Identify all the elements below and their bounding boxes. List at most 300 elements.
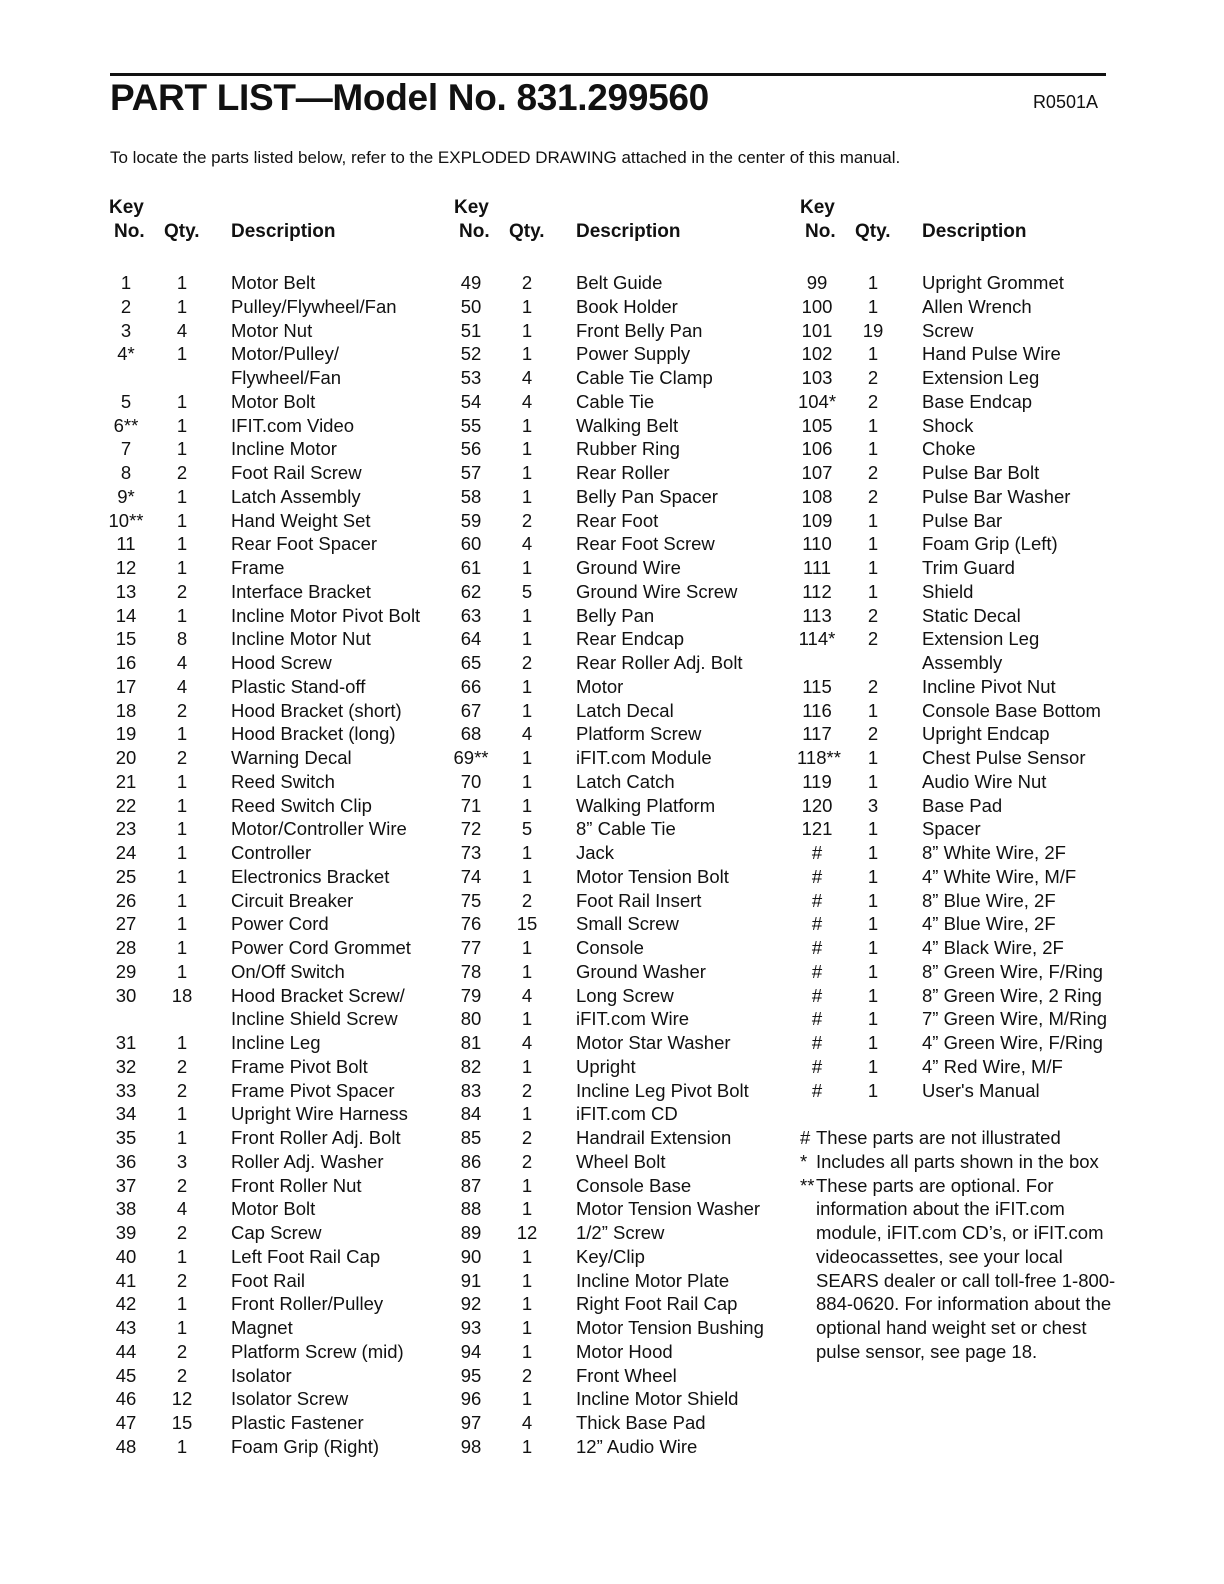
part-key: 16 bbox=[115, 652, 137, 673]
part-description: 8” Blue Wire, 2F bbox=[922, 889, 1056, 911]
part-qty: 1 bbox=[867, 1055, 879, 1077]
part-key: 24 bbox=[115, 842, 137, 863]
part-row bbox=[106, 1126, 436, 1150]
part-row bbox=[451, 1007, 781, 1031]
part-qty: 1 bbox=[176, 913, 188, 935]
part-key: 121 bbox=[801, 818, 833, 840]
part-row bbox=[106, 1150, 436, 1174]
part-qty: 8 bbox=[176, 628, 188, 650]
part-description: Base Pad bbox=[922, 794, 1003, 816]
part-qty: 1 bbox=[867, 913, 879, 935]
part-qty: 2 bbox=[176, 1174, 188, 1196]
footnote bbox=[800, 1174, 1122, 1364]
part-key: 103 bbox=[801, 367, 833, 388]
part-row bbox=[451, 1269, 781, 1293]
part-qty: 1 bbox=[867, 960, 879, 982]
part-row bbox=[451, 960, 781, 984]
part-description: Roller Adj. Washer bbox=[231, 1150, 384, 1172]
part-qty: 2 bbox=[867, 367, 879, 388]
part-row bbox=[106, 342, 436, 366]
part-key: 83 bbox=[460, 1079, 482, 1101]
part-description: Console Base Bottom bbox=[922, 699, 1101, 721]
part-description: Jack bbox=[576, 842, 615, 863]
part-description: Incline Leg Pivot Bolt bbox=[576, 1079, 749, 1101]
part-key: 84 bbox=[460, 1103, 482, 1125]
part-qty: 2 bbox=[176, 747, 188, 768]
part-qty: 1 bbox=[176, 842, 188, 863]
part-qty: 1 bbox=[867, 438, 879, 460]
part-description: Motor Tension Bolt bbox=[576, 865, 729, 887]
part-key: 97 bbox=[460, 1412, 482, 1433]
intro-text: To locate the parts listed below, refer to the EXPLODED DRAWING attached in the center of this manual. bbox=[110, 148, 901, 167]
part-description: Interface Bracket bbox=[231, 580, 371, 602]
part-qty: 1 bbox=[867, 533, 879, 555]
part-key: 7 bbox=[120, 438, 132, 460]
part-row bbox=[451, 1435, 781, 1459]
part-qty: 5 bbox=[521, 818, 533, 840]
part-description: Hood Bracket (long) bbox=[231, 723, 396, 745]
part-row bbox=[106, 580, 436, 604]
part-row bbox=[451, 889, 781, 913]
part-description: 4” White Wire, M/F bbox=[922, 865, 1077, 887]
part-description: Power Supply bbox=[576, 343, 691, 365]
part-row bbox=[106, 1245, 436, 1269]
part-row bbox=[106, 1055, 436, 1079]
part-description: Handrail Extension bbox=[576, 1127, 732, 1148]
part-key: 81 bbox=[460, 1032, 482, 1053]
part-description: Wheel Bolt bbox=[576, 1150, 666, 1172]
part-key: 77 bbox=[460, 937, 482, 958]
part-qty: 4 bbox=[521, 1412, 533, 1433]
part-key: 70 bbox=[460, 770, 482, 792]
part-key: 43 bbox=[115, 1317, 137, 1338]
part-qty: 2 bbox=[867, 390, 879, 412]
part-key: 93 bbox=[460, 1317, 482, 1338]
part-row bbox=[451, 1055, 781, 1079]
part-row bbox=[451, 984, 781, 1008]
part-qty: 19 bbox=[862, 319, 884, 341]
part-row bbox=[451, 1411, 781, 1435]
part-description: Rear Endcap bbox=[576, 628, 684, 650]
part-description: Power Cord Grommet bbox=[231, 937, 411, 958]
part-row bbox=[106, 295, 436, 319]
part-description: Belly Pan bbox=[576, 604, 655, 626]
part-qty: 1 bbox=[867, 1079, 879, 1101]
part-key: 71 bbox=[460, 794, 482, 816]
qty-header: Qty. bbox=[164, 221, 200, 242]
part-row bbox=[451, 1174, 781, 1198]
part-qty: 1 bbox=[521, 1340, 533, 1362]
page-title: PART LIST—Model No. 831.299560 bbox=[110, 77, 709, 118]
part-description: Front Roller Adj. Bolt bbox=[231, 1127, 401, 1148]
part-row bbox=[797, 984, 1127, 1008]
part-row bbox=[797, 485, 1127, 509]
part-row bbox=[797, 936, 1127, 960]
footnote bbox=[800, 1150, 1122, 1174]
part-qty: 4 bbox=[521, 984, 533, 1006]
part-row bbox=[451, 1387, 781, 1411]
part-key: 76 bbox=[460, 913, 482, 935]
part-description: Front Roller Nut bbox=[231, 1174, 362, 1196]
part-key: 17 bbox=[115, 675, 137, 697]
part-qty: 2 bbox=[521, 272, 533, 293]
part-description: Cable Tie bbox=[576, 390, 655, 412]
part-description: Shield bbox=[922, 580, 974, 602]
part-row bbox=[106, 1007, 436, 1031]
part-row bbox=[106, 485, 436, 509]
part-description: Isolator bbox=[231, 1364, 292, 1386]
part-row bbox=[106, 1221, 436, 1245]
part-qty: 1 bbox=[867, 818, 879, 840]
part-row bbox=[106, 627, 436, 651]
part-qty: 1 bbox=[521, 1293, 533, 1315]
part-row bbox=[797, 770, 1127, 794]
part-row bbox=[106, 414, 436, 438]
part-key: 67 bbox=[460, 699, 482, 721]
part-qty: 2 bbox=[521, 652, 533, 673]
part-qty: 1 bbox=[521, 438, 533, 460]
part-key: # bbox=[811, 889, 823, 911]
part-row bbox=[106, 532, 436, 556]
part-key: 80 bbox=[460, 1008, 482, 1030]
footnote-mark: * bbox=[800, 1150, 808, 1172]
part-description: Front Wheel bbox=[576, 1364, 677, 1386]
part-qty: 1 bbox=[521, 1174, 533, 1196]
part-key: # bbox=[811, 1079, 823, 1101]
part-row bbox=[797, 414, 1127, 438]
part-qty: 15 bbox=[171, 1412, 193, 1433]
part-row bbox=[451, 1316, 781, 1340]
part-qty: 1 bbox=[176, 1032, 188, 1053]
part-row bbox=[797, 390, 1127, 414]
key-header: Key bbox=[800, 197, 835, 218]
part-description: 8” White Wire, 2F bbox=[922, 842, 1066, 863]
part-row bbox=[451, 1364, 781, 1388]
part-row bbox=[797, 722, 1127, 746]
part-row bbox=[106, 675, 436, 699]
part-row bbox=[451, 319, 781, 343]
part-key: 96 bbox=[460, 1388, 482, 1410]
part-qty: 5 bbox=[521, 580, 533, 602]
part-qty: 2 bbox=[176, 462, 188, 483]
qty-header: Qty. bbox=[855, 221, 891, 242]
part-key: 19 bbox=[115, 723, 137, 745]
part-key: 1 bbox=[120, 272, 132, 293]
part-key: # bbox=[811, 865, 823, 887]
part-description: 4” Red Wire, M/F bbox=[922, 1055, 1063, 1077]
part-description: Plastic Fastener bbox=[231, 1412, 364, 1433]
part-key: 49 bbox=[460, 272, 482, 293]
part-description: Controller bbox=[231, 842, 312, 863]
part-qty: 1 bbox=[867, 747, 879, 768]
part-description: 12” Audio Wire bbox=[576, 1435, 698, 1457]
part-row bbox=[797, 461, 1127, 485]
part-key: 113 bbox=[802, 604, 832, 626]
part-description: Allen Wrench bbox=[922, 295, 1032, 317]
part-qty: 4 bbox=[521, 533, 533, 555]
part-description: Walking Platform bbox=[576, 794, 716, 816]
part-qty: 1 bbox=[521, 1269, 533, 1291]
part-qty: 4 bbox=[521, 723, 533, 745]
part-row bbox=[797, 271, 1127, 295]
part-qty: 1 bbox=[176, 295, 188, 317]
part-key: 66 bbox=[460, 675, 482, 697]
part-description: Latch Decal bbox=[576, 699, 674, 721]
part-key: 89 bbox=[460, 1222, 482, 1243]
part-key: 74 bbox=[460, 865, 482, 887]
part-key: # bbox=[811, 1032, 823, 1053]
part-row bbox=[106, 1387, 436, 1411]
part-row bbox=[797, 746, 1127, 770]
no-header: No. bbox=[805, 221, 836, 242]
part-description: Shock bbox=[922, 414, 974, 436]
part-row bbox=[451, 295, 781, 319]
part-key: 82 bbox=[460, 1055, 482, 1077]
part-key: 78 bbox=[460, 960, 482, 982]
part-qty: 2 bbox=[521, 1127, 533, 1148]
part-key: 110 bbox=[802, 533, 832, 555]
part-description: Rear Roller bbox=[576, 462, 670, 483]
part-row bbox=[106, 1102, 436, 1126]
part-row bbox=[797, 366, 1127, 390]
part-description: Hood Bracket Screw/ bbox=[231, 984, 405, 1006]
part-row bbox=[106, 1292, 436, 1316]
part-row bbox=[451, 912, 781, 936]
part-key: 50 bbox=[460, 295, 482, 317]
part-qty: 2 bbox=[867, 485, 879, 507]
part-key: 40 bbox=[115, 1245, 137, 1267]
part-qty: 12 bbox=[516, 1222, 538, 1243]
part-key: 3 bbox=[120, 319, 132, 341]
part-key: # bbox=[811, 960, 823, 982]
part-key: 28 bbox=[115, 937, 137, 958]
part-description: Belt Guide bbox=[576, 272, 663, 293]
part-row bbox=[106, 1435, 436, 1459]
part-row bbox=[106, 1364, 436, 1388]
part-description: Motor/Controller Wire bbox=[231, 818, 407, 840]
part-description: Incline Motor Shield bbox=[576, 1388, 739, 1410]
part-key: 115 bbox=[802, 675, 832, 697]
part-qty: 1 bbox=[521, 462, 533, 483]
part-description: Choke bbox=[922, 438, 976, 460]
part-description: Motor Tension Washer bbox=[576, 1198, 761, 1220]
part-key: 111 bbox=[802, 557, 832, 578]
part-qty: 1 bbox=[521, 319, 533, 341]
part-description: 7” Green Wire, M/Ring bbox=[922, 1008, 1108, 1030]
part-qty: 2 bbox=[176, 1340, 188, 1362]
part-description: Foam Grip (Left) bbox=[922, 533, 1058, 555]
part-row bbox=[797, 651, 1127, 675]
part-key: 56 bbox=[460, 438, 482, 460]
part-row bbox=[797, 627, 1127, 651]
part-key: 98 bbox=[460, 1435, 482, 1457]
part-key: 52 bbox=[460, 343, 482, 365]
part-qty: 18 bbox=[171, 984, 193, 1006]
footnote-text: These parts are not illustrated bbox=[816, 1127, 1061, 1148]
part-description: Incline Motor Pivot Bolt bbox=[231, 604, 421, 626]
part-description: Console bbox=[576, 937, 644, 958]
part-row bbox=[451, 366, 781, 390]
part-description: IFIT.com Video bbox=[231, 414, 355, 436]
document-code: R0501A bbox=[1032, 92, 1098, 112]
part-qty: 1 bbox=[521, 604, 533, 626]
part-qty: 4 bbox=[521, 390, 533, 412]
part-description: Circuit Breaker bbox=[231, 889, 354, 911]
part-qty: 1 bbox=[176, 818, 188, 840]
part-description: Foam Grip (Right) bbox=[231, 1435, 380, 1457]
part-row bbox=[451, 1340, 781, 1364]
part-row bbox=[451, 1126, 781, 1150]
part-key: # bbox=[811, 1055, 823, 1077]
part-row bbox=[797, 604, 1127, 628]
part-qty: 1 bbox=[176, 272, 188, 293]
part-description: Audio Wire Nut bbox=[922, 770, 1047, 792]
part-description: Warning Decal bbox=[231, 747, 352, 768]
part-key: 95 bbox=[460, 1364, 482, 1386]
part-row bbox=[106, 912, 436, 936]
part-qty: 1 bbox=[867, 557, 879, 578]
part-row bbox=[451, 342, 781, 366]
part-key: 4* bbox=[117, 343, 135, 365]
part-qty: 1 bbox=[521, 1055, 533, 1077]
part-key: 54 bbox=[460, 390, 482, 412]
part-qty: 1 bbox=[867, 343, 879, 365]
part-qty: 4 bbox=[176, 675, 188, 697]
part-row bbox=[797, 556, 1127, 580]
part-row bbox=[451, 461, 781, 485]
part-description: On/Off Switch bbox=[231, 960, 345, 982]
part-row bbox=[797, 817, 1127, 841]
part-row bbox=[797, 1079, 1127, 1103]
part-key: 114* bbox=[798, 628, 836, 650]
part-key: 109 bbox=[801, 509, 833, 531]
part-qty: 1 bbox=[521, 794, 533, 816]
part-row bbox=[451, 865, 781, 889]
part-row bbox=[106, 841, 436, 865]
part-row bbox=[451, 1221, 781, 1245]
part-qty: 3 bbox=[867, 794, 879, 816]
part-qty: 2 bbox=[521, 889, 533, 911]
part-key: 38 bbox=[115, 1198, 137, 1220]
part-row bbox=[797, 342, 1127, 366]
part-row bbox=[106, 722, 436, 746]
part-description: Motor Bolt bbox=[231, 390, 316, 412]
part-key: 8 bbox=[120, 462, 132, 483]
part-key: 6** bbox=[113, 414, 139, 436]
part-key: 41 bbox=[115, 1269, 137, 1291]
part-qty: 2 bbox=[867, 675, 879, 697]
key-header: Key bbox=[109, 197, 144, 218]
part-row bbox=[106, 1316, 436, 1340]
part-description: Console Base bbox=[576, 1174, 692, 1196]
part-row bbox=[797, 1055, 1127, 1079]
part-key: 69** bbox=[453, 747, 489, 768]
part-key: 20 bbox=[115, 747, 137, 768]
part-qty: 1 bbox=[867, 272, 879, 293]
part-description: User's Manual bbox=[922, 1079, 1040, 1101]
part-key: 5 bbox=[120, 390, 132, 412]
part-key: 64 bbox=[460, 628, 482, 650]
part-key: 29 bbox=[115, 960, 137, 982]
part-row bbox=[451, 1292, 781, 1316]
part-qty: 1 bbox=[521, 770, 533, 792]
part-description: 8” Cable Tie bbox=[576, 818, 676, 840]
part-row bbox=[106, 1411, 436, 1435]
part-qty: 1 bbox=[521, 1388, 533, 1410]
part-qty: 1 bbox=[521, 1198, 533, 1220]
part-row bbox=[106, 1031, 436, 1055]
part-qty: 1 bbox=[176, 533, 188, 555]
part-qty: 1 bbox=[867, 865, 879, 887]
part-qty: 2 bbox=[867, 462, 879, 483]
part-qty: 1 bbox=[867, 937, 879, 958]
part-qty: 1 bbox=[176, 1317, 188, 1338]
part-description: Left Foot Rail Cap bbox=[231, 1245, 381, 1267]
part-row bbox=[106, 889, 436, 913]
part-row bbox=[106, 984, 436, 1008]
part-key: 120 bbox=[801, 794, 833, 816]
part-row bbox=[106, 936, 436, 960]
footnote-text: These parts are optional. For information about the iFIT.com module, iFIT.com CD’s, or iFIT.com videocassettes, see your local SEARS dealer or call toll-free 1-800-884-0620. For information about the optional hand weight set or chest pulse sensor, see page 18. bbox=[816, 1174, 1116, 1362]
part-description: Latch Assembly bbox=[231, 485, 361, 507]
part-qty: 1 bbox=[521, 1103, 533, 1125]
part-key: 91 bbox=[460, 1269, 482, 1291]
part-row bbox=[106, 461, 436, 485]
part-key: 94 bbox=[460, 1340, 482, 1362]
part-description: Incline Leg bbox=[231, 1032, 321, 1053]
part-row bbox=[451, 271, 781, 295]
part-row bbox=[451, 390, 781, 414]
part-key: 102 bbox=[801, 343, 833, 365]
part-qty: 1 bbox=[521, 295, 533, 317]
part-key: 106 bbox=[801, 438, 833, 460]
part-row bbox=[451, 746, 781, 770]
part-description: Electronics Bracket bbox=[231, 865, 390, 887]
part-description: Static Decal bbox=[922, 604, 1021, 626]
part-key: 21 bbox=[115, 770, 137, 792]
part-description: Screw bbox=[922, 319, 974, 341]
part-row bbox=[451, 627, 781, 651]
part-qty: 2 bbox=[521, 509, 533, 531]
part-row bbox=[451, 1245, 781, 1269]
part-description: Spacer bbox=[922, 818, 981, 840]
part-key: 13 bbox=[115, 580, 137, 602]
part-key: # bbox=[811, 1008, 823, 1030]
part-description: Upright Wire Harness bbox=[231, 1103, 408, 1125]
part-row bbox=[106, 366, 436, 390]
part-row bbox=[451, 509, 781, 533]
part-key: 46 bbox=[115, 1388, 137, 1410]
part-key: 57 bbox=[460, 462, 482, 483]
part-row bbox=[106, 1079, 436, 1103]
part-description: 8” Green Wire, F/Ring bbox=[922, 960, 1103, 982]
part-key: 61 bbox=[460, 557, 482, 578]
part-qty: 1 bbox=[521, 699, 533, 721]
part-description: Upright Endcap bbox=[922, 723, 1050, 745]
part-qty: 1 bbox=[521, 414, 533, 436]
part-description: Base Endcap bbox=[922, 390, 1033, 412]
part-qty: 1 bbox=[867, 699, 879, 721]
part-row bbox=[106, 556, 436, 580]
part-qty: 1 bbox=[176, 604, 188, 626]
qty-header: Qty. bbox=[509, 221, 545, 242]
part-qty: 2 bbox=[867, 604, 879, 626]
part-description: Hand Weight Set bbox=[231, 509, 371, 531]
part-row bbox=[106, 794, 436, 818]
part-qty: 1 bbox=[521, 865, 533, 887]
part-qty: 1 bbox=[521, 343, 533, 365]
part-key: 15 bbox=[115, 628, 137, 650]
